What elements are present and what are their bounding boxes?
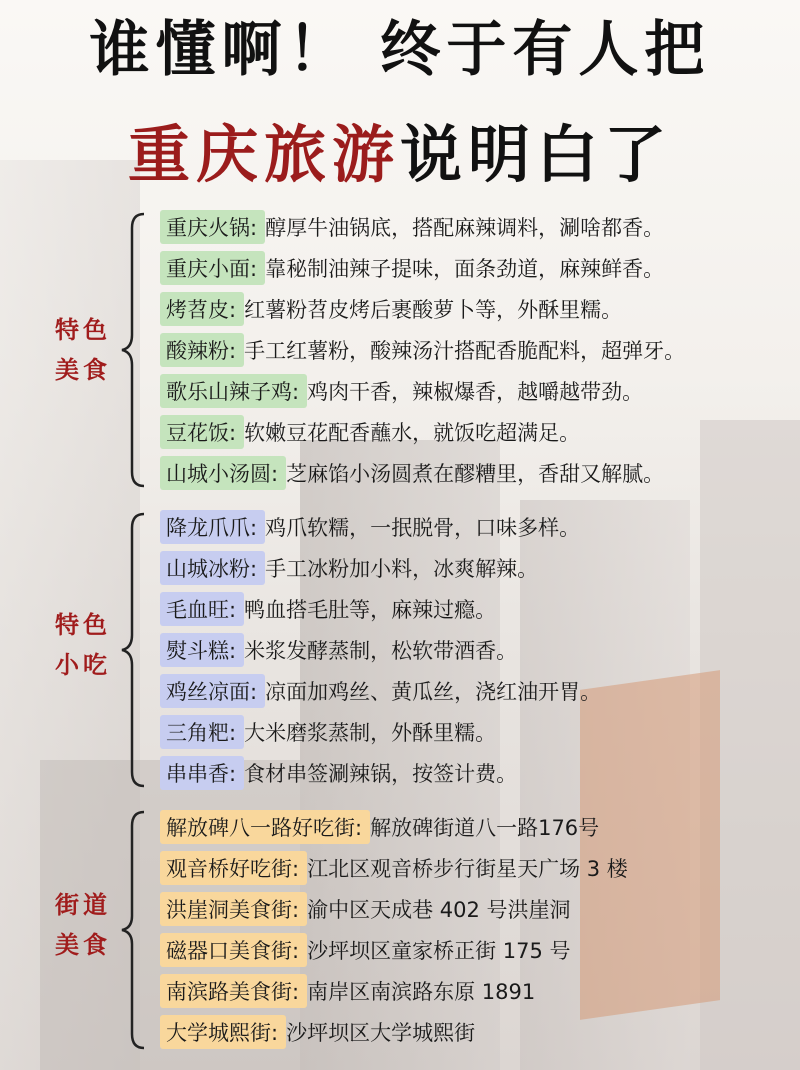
item-desc: 解放碑街道八一路176号 [370, 815, 600, 840]
item-desc: 手工红薯粉，酸辣汤汁搭配香脆配料，超弹牙。 [244, 338, 686, 363]
brace-icon [118, 510, 148, 790]
item-desc: 米浆发酵蒸制，松软带酒香。 [244, 638, 518, 663]
item-tag: 歌乐山辣子鸡: [160, 374, 307, 408]
item-desc: 凉面加鸡丝、黄瓜丝，浇红油开胃。 [265, 679, 602, 704]
section-label: 特色 美食 [55, 316, 111, 384]
item-tag: 山城小汤圆: [160, 456, 286, 490]
item-desc: 醇厚牛油锅底，搭配麻辣调料，涮啥都香。 [265, 215, 665, 240]
list-item [160, 629, 601, 670]
title-highlight: 重庆旅游 [127, 118, 400, 191]
item-tag: 山城冰粉: [160, 551, 265, 585]
list-item [160, 247, 685, 288]
list-item [160, 1011, 628, 1052]
list-item [160, 329, 685, 370]
list-item [160, 411, 685, 452]
list-item [160, 206, 685, 247]
item-tag: 磁器口美食街: [160, 933, 307, 967]
brace-icon [118, 210, 148, 490]
item-tag: 重庆火锅: [160, 210, 265, 244]
item-desc: 江北区观音桥步行街星天广场 3 楼 [307, 856, 628, 881]
list-item [160, 670, 601, 711]
item-tag: 三角粑: [160, 715, 244, 749]
item-desc: 食材串签涮辣锅，按签计费。 [244, 761, 518, 786]
list-item [160, 806, 628, 847]
list-item [160, 547, 601, 588]
item-tag: 酸辣粉: [160, 333, 244, 367]
title-line-1: 谁懂啊！ 终于有人把 [89, 15, 711, 85]
item-desc: 红薯粉苕皮烤后裹酸萝卜等，外酥里糯。 [244, 297, 623, 322]
item-desc: 渝中区天成巷 402 号洪崖洞 [307, 897, 571, 922]
list-item [160, 970, 628, 1011]
item-desc: 芝麻馅小汤圆煮在醪糟里，香甜又解腻。 [286, 461, 665, 486]
item-tag: 观音桥好吃街: [160, 851, 307, 885]
item-tag: 大学城熙街: [160, 1015, 286, 1049]
item-tag: 南滨路美食街: [160, 974, 307, 1008]
list-item [160, 711, 601, 752]
item-tag: 洪崖洞美食街: [160, 892, 307, 926]
item-tag: 毛血旺: [160, 592, 244, 626]
item-tag: 烤苕皮: [160, 292, 244, 326]
item-desc: 大米磨浆蒸制，外酥里糯。 [244, 720, 497, 745]
list-item [160, 929, 628, 970]
item-desc: 靠秘制油辣子提味，面条劲道，麻辣鲜香。 [265, 256, 665, 281]
section-specialty-snacks [0, 505, 800, 795]
item-desc: 鸭血搭毛肚等，麻辣过瘾。 [244, 597, 497, 622]
item-tag: 串串香: [160, 756, 244, 790]
item-tag: 鸡丝凉面: [160, 674, 265, 708]
item-tag: 降龙爪爪: [160, 510, 265, 544]
list-item [160, 288, 685, 329]
item-desc: 沙坪坝区童家桥正街 175 号 [307, 938, 571, 963]
item-desc: 手工冰粉加小料，冰爽解辣。 [265, 556, 539, 581]
section-label: 街道 美食 [55, 891, 111, 959]
list-item [160, 506, 601, 547]
list-item [160, 847, 628, 888]
brace-icon [118, 808, 148, 1053]
list-item [160, 452, 685, 493]
title-line-2 [0, 110, 800, 200]
item-desc: 软嫩豆花配香蘸水，就饭吃超满足。 [244, 420, 581, 445]
item-desc: 鸡肉干香，辣椒爆香，越嚼越带劲。 [307, 379, 644, 404]
item-tag: 豆花饭: [160, 415, 244, 449]
list-item [160, 888, 628, 929]
item-desc: 鸡爪软糯，一抿脱骨，口味多样。 [265, 515, 581, 540]
item-desc: 沙坪坝区大学城熙街 [286, 1020, 476, 1045]
item-tag: 重庆小面: [160, 251, 265, 285]
title-rest: 说明白了 [400, 118, 673, 191]
list-item [160, 752, 601, 793]
item-tag: 熨斗糕: [160, 633, 244, 667]
item-desc: 南岸区南滨路东原 1891 [307, 979, 536, 1004]
list-item [160, 370, 685, 411]
list-item [160, 588, 601, 629]
item-tag: 解放碑八一路好吃街: [160, 810, 370, 844]
section-specialty-food [0, 205, 800, 495]
section-street-food [0, 805, 800, 1060]
section-label: 特色 小吃 [55, 611, 111, 679]
